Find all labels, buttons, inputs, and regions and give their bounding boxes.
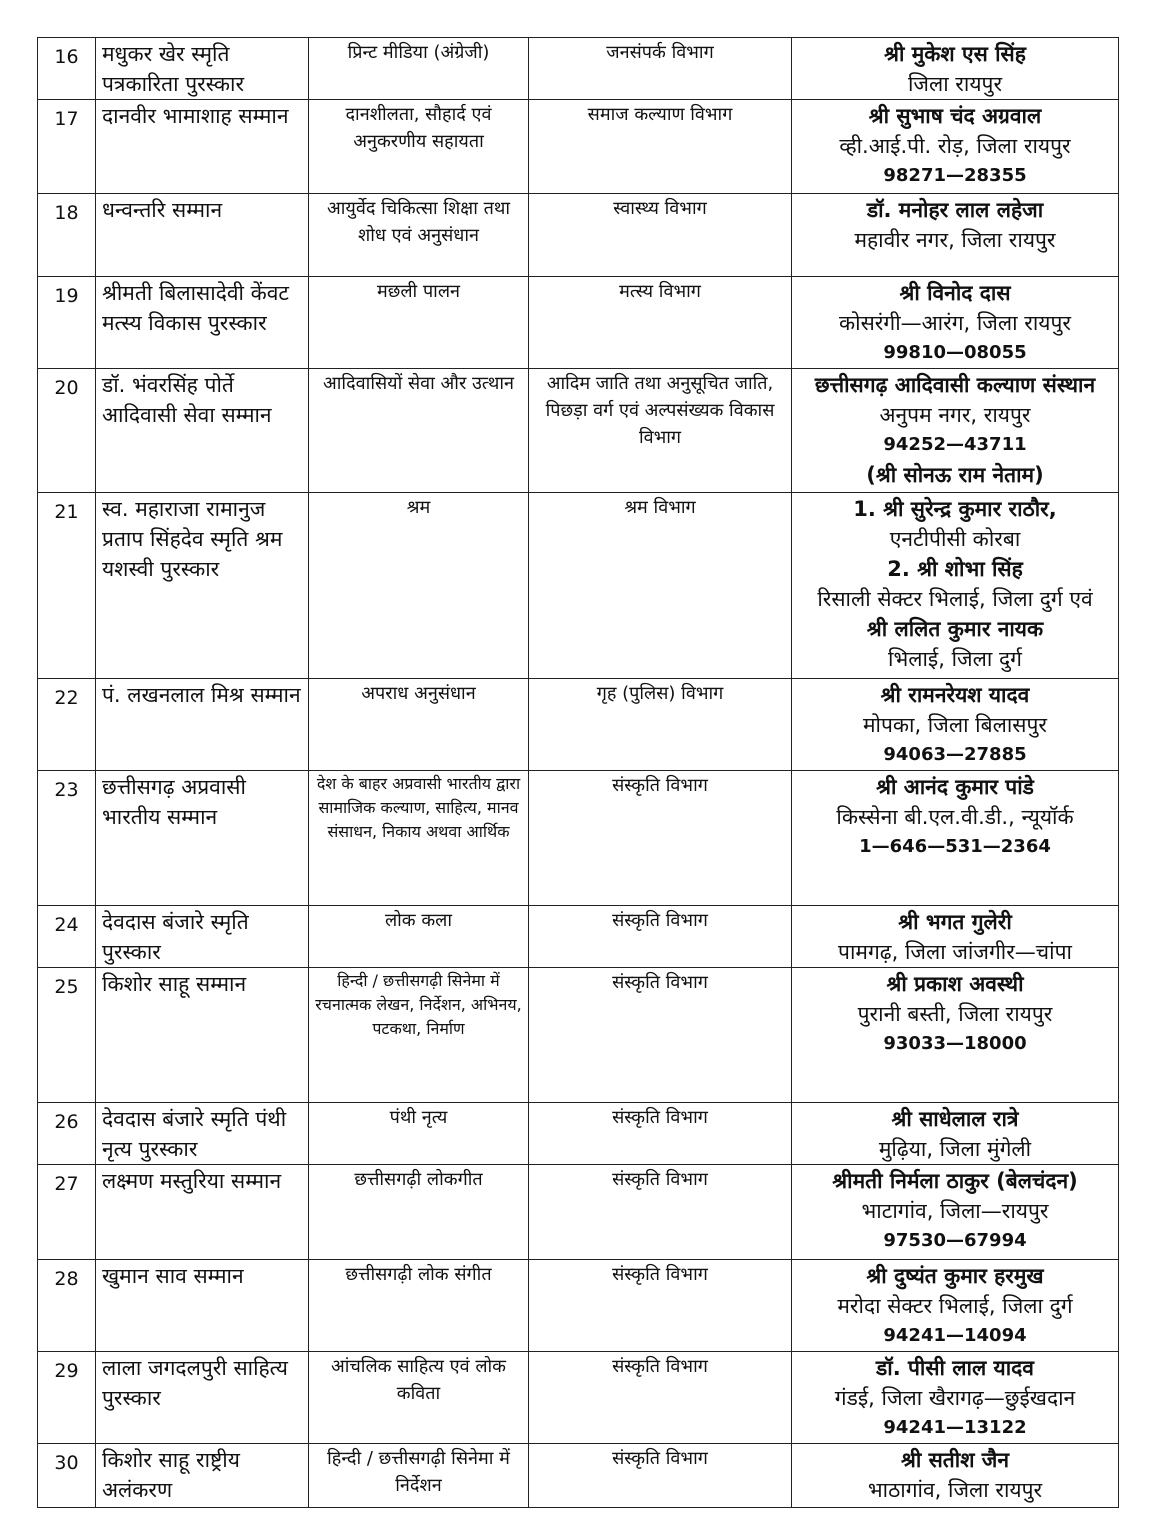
recipient-line: श्री भगत गुलेरी [898, 910, 1012, 934]
recipient-line: श्री साधेलाल रात्रे [891, 1107, 1019, 1131]
award-field-cell: आंचलिक साहित्य एवं लोक कविता [309, 1352, 529, 1444]
recipient-line: 1. श्री सुरेन्द्र कुमार राठौर, [853, 497, 1057, 521]
recipient-cell [792, 277, 1119, 369]
award-field-cell: लोक कला [309, 906, 529, 968]
department-cell: संस्कृति विभाग [529, 906, 792, 968]
award-name-cell: खुमान साव सम्मान [96, 1260, 309, 1352]
table-row [38, 1352, 1119, 1444]
department-cell: मत्स्य विभाग [529, 277, 792, 369]
serial-number-cell: 25 [38, 968, 96, 1103]
table-row [38, 1165, 1119, 1260]
award-name-cell: स्व. महाराजा रामानुज प्रताप सिंहदेव स्मृति श्रम यशस्वी पुरस्कार [96, 493, 309, 679]
table-row [38, 1444, 1119, 1508]
recipient-line: भिलाई, जिला दुर्ग [888, 647, 1022, 671]
recipient-cell [792, 1165, 1119, 1260]
serial-number-cell: 22 [38, 679, 96, 771]
department-cell: जनसंपर्क विभाग [529, 38, 792, 100]
recipient-cell [792, 369, 1119, 493]
recipient-cell [792, 906, 1119, 968]
award-field-cell: छत्तीसगढ़ी लोक संगीत [309, 1260, 529, 1352]
department-cell: संस्कृति विभाग [529, 1444, 792, 1508]
recipient-cell [792, 100, 1119, 194]
table-row [38, 968, 1119, 1103]
award-name-cell: धन्वन्तरि सम्मान [96, 194, 309, 277]
recipient-line: श्री रामनरेयश यादव [880, 683, 1030, 707]
award-name-cell: डॉ. भंवरसिंह पोर्ते आदिवासी सेवा सम्मान [96, 369, 309, 493]
department-cell: संस्कृति विभाग [529, 1352, 792, 1444]
recipient-cell [792, 771, 1119, 906]
awards-table [37, 37, 1119, 1508]
recipient-cell [792, 968, 1119, 1103]
recipient-line: किस्सेना बी.एल.वी.डी., न्यूयॉर्क [836, 805, 1074, 829]
table-row [38, 771, 1119, 906]
recipient-line: श्री सुभाष चंद अग्रवाल [868, 104, 1042, 128]
award-field-cell: प्रिन्ट मीडिया (अंग्रेजी) [309, 38, 529, 100]
recipient-line: रिसाली सेक्टर भिलाई, जिला दुर्ग एवं [817, 587, 1093, 611]
department-cell: स्वास्थ्य विभाग [529, 194, 792, 277]
recipient-line: श्री ललित कुमार नायक [866, 617, 1044, 641]
recipient-phone: 94063—27885 [883, 744, 1027, 765]
recipient-line: अनुपम नगर, रायपुर [879, 403, 1031, 427]
award-name-cell: पं. लखनलाल मिश्र सम्मान [96, 679, 309, 771]
table-row [38, 194, 1119, 277]
department-cell: संस्कृति विभाग [529, 968, 792, 1103]
award-field-cell: दानशीलता, सौहार्द एवं अनुकरणीय सहायता [309, 100, 529, 194]
award-name-cell: लाला जगदलपुरी साहित्य पुरस्कार [96, 1352, 309, 1444]
table-row [38, 369, 1119, 493]
recipient-phone: 93033—18000 [883, 1033, 1027, 1054]
award-name-cell: छत्तीसगढ़ अप्रवासी भारतीय सम्मान [96, 771, 309, 906]
award-name-cell: देवदास बंजारे स्मृति पुरस्कार [96, 906, 309, 968]
recipient-phone: 99810—08055 [883, 342, 1027, 363]
recipient-line: (श्री सोनऊ राम नेताम) [866, 463, 1044, 487]
recipient-line: श्री सतीश जैन [900, 1448, 1010, 1472]
award-name-cell: किशोर साहू राष्ट्रीय अलंकरण [96, 1444, 309, 1508]
serial-number-cell: 20 [38, 369, 96, 493]
serial-number-cell: 16 [38, 38, 96, 100]
award-field-cell: आदिवासियों सेवा और उत्थान [309, 369, 529, 493]
award-field-cell: हिन्दी / छत्तीसगढ़ी सिनेमा में रचनात्मक लेखन, निर्देशन, अभिनय, पटकथा, निर्माण [309, 968, 529, 1103]
table-row [38, 679, 1119, 771]
recipient-phone: 94241—14094 [883, 1325, 1027, 1346]
award-rows [38, 38, 1119, 1508]
recipient-cell [792, 1260, 1119, 1352]
award-field-cell: श्रम [309, 493, 529, 679]
serial-number-cell: 30 [38, 1444, 96, 1508]
recipient-line: मुढ़िया, जिला मुंगेली [878, 1137, 1032, 1161]
table-row [38, 1103, 1119, 1165]
recipient-line: श्री दुष्यंत कुमार हरमुख [866, 1264, 1044, 1288]
recipient-line: व्ही.आई.पी. रोड़, जिला रायपुर [839, 134, 1071, 158]
recipient-line: छत्तीसगढ़ आदिवासी कल्याण संस्थान [814, 373, 1096, 397]
award-name-cell: श्रीमती बिलासादेवी केंवट मत्स्य विकास पुरस्कार [96, 277, 309, 369]
recipient-line: महावीर नगर, जिला रायपुर [854, 228, 1056, 252]
serial-number-cell: 24 [38, 906, 96, 968]
recipient-cell [792, 1444, 1119, 1508]
recipient-phone: 94252—43711 [883, 434, 1027, 455]
award-name-cell: मधुकर खेर स्मृति पत्रकारिता पुरस्कार [96, 38, 309, 100]
department-cell: संस्कृति विभाग [529, 771, 792, 906]
recipient-line: पामगढ़, जिला जांजगीर—चांपा [838, 940, 1072, 964]
recipient-cell [792, 1352, 1119, 1444]
recipient-line: कोसरंगी—आरंग, जिला रायपुर [839, 311, 1071, 335]
table-row [38, 38, 1119, 100]
recipient-phone: 94241—13122 [883, 1417, 1027, 1438]
recipient-line: पुरानी बस्ती, जिला रायपुर [857, 1002, 1053, 1026]
award-name-cell: देवदास बंजारे स्मृति पंथी नृत्य पुरस्कार [96, 1103, 309, 1165]
award-field-cell: मछली पालन [309, 277, 529, 369]
recipient-line: भाठागांव, जिला रायपुर [867, 1478, 1043, 1502]
recipient-phone: 97530—67994 [883, 1230, 1027, 1251]
table-row [38, 906, 1119, 968]
serial-number-cell: 17 [38, 100, 96, 194]
award-name-cell: दानवीर भामाशाह सम्मान [96, 100, 309, 194]
department-cell: संस्कृति विभाग [529, 1103, 792, 1165]
recipient-phone: 98271—28355 [883, 165, 1027, 186]
serial-number-cell: 29 [38, 1352, 96, 1444]
table-row [38, 493, 1119, 679]
recipient-line: भाटागांव, जिला—रायपुर [861, 1199, 1049, 1223]
award-field-cell: हिन्दी / छत्तीसगढ़ी सिनेमा में निर्देशन [309, 1444, 529, 1508]
recipient-line: डॉ. मनोहर लाल लहेजा [866, 198, 1044, 222]
recipient-line: गंडई, जिला खैरागढ़—छुईखदान [834, 1386, 1076, 1410]
department-cell: संस्कृति विभाग [529, 1260, 792, 1352]
recipient-cell [792, 38, 1119, 100]
award-name-cell: किशोर साहू सम्मान [96, 968, 309, 1103]
recipient-cell [792, 493, 1119, 679]
table-row [38, 100, 1119, 194]
serial-number-cell: 27 [38, 1165, 96, 1260]
table-row [38, 1260, 1119, 1352]
recipient-cell [792, 679, 1119, 771]
award-field-cell: आयुर्वेद चिकित्सा शिक्षा तथा शोध एवं अनुसंधान [309, 194, 529, 277]
serial-number-cell: 23 [38, 771, 96, 906]
recipient-line: एनटीपीसी कोरबा [889, 527, 1021, 551]
recipient-line: श्रीमती निर्मला ठाकुर (बेलचंदन) [832, 1169, 1078, 1193]
department-cell: संस्कृति विभाग [529, 1165, 792, 1260]
award-field-cell: पंथी नृत्य [309, 1103, 529, 1165]
serial-number-cell: 21 [38, 493, 96, 679]
award-field-cell: देश के बाहर अप्रवासी भारतीय द्वारा सामाजिक कल्याण, साहित्य, मानव संसाधन, निकाय अथवा आर्थिक [309, 771, 529, 906]
department-cell: गृह (पुलिस) विभाग [529, 679, 792, 771]
serial-number-cell: 28 [38, 1260, 96, 1352]
recipient-cell [792, 1103, 1119, 1165]
recipient-line: श्री विनोद दास [899, 281, 1011, 305]
recipient-line: मरोदा सेक्टर भिलाई, जिला दुर्ग [837, 1294, 1073, 1318]
recipient-line: जिला रायपुर [907, 72, 1003, 96]
department-cell: श्रम विभाग [529, 493, 792, 679]
recipient-line: श्री आनंद कुमार पांडे [876, 775, 1034, 799]
department-cell: आदिम जाति तथा अनुसूचित जाति, पिछड़ा वर्ग एवं अल्पसंख्यक विकास विभाग [529, 369, 792, 493]
serial-number-cell: 26 [38, 1103, 96, 1165]
recipient-line: श्री मुकेश एस सिंह [884, 42, 1026, 66]
recipient-phone: 1—646—531—2364 [859, 836, 1051, 857]
recipient-line: डॉ. पीसी लाल यादव [876, 1356, 1034, 1380]
award-field-cell: अपराध अनुसंधान [309, 679, 529, 771]
table-row [38, 277, 1119, 369]
recipient-line: 2. श्री शोभा सिंह [887, 557, 1023, 581]
recipient-cell [792, 194, 1119, 277]
award-field-cell: छत्तीसगढ़ी लोकगीत [309, 1165, 529, 1260]
recipient-line: श्री प्रकाश अवस्थी [886, 972, 1024, 996]
serial-number-cell: 18 [38, 194, 96, 277]
recipient-line: मोपका, जिला बिलासपुर [862, 713, 1048, 737]
serial-number-cell: 19 [38, 277, 96, 369]
award-name-cell: लक्ष्मण मस्तुरिया सम्मान [96, 1165, 309, 1260]
department-cell: समाज कल्याण विभाग [529, 100, 792, 194]
